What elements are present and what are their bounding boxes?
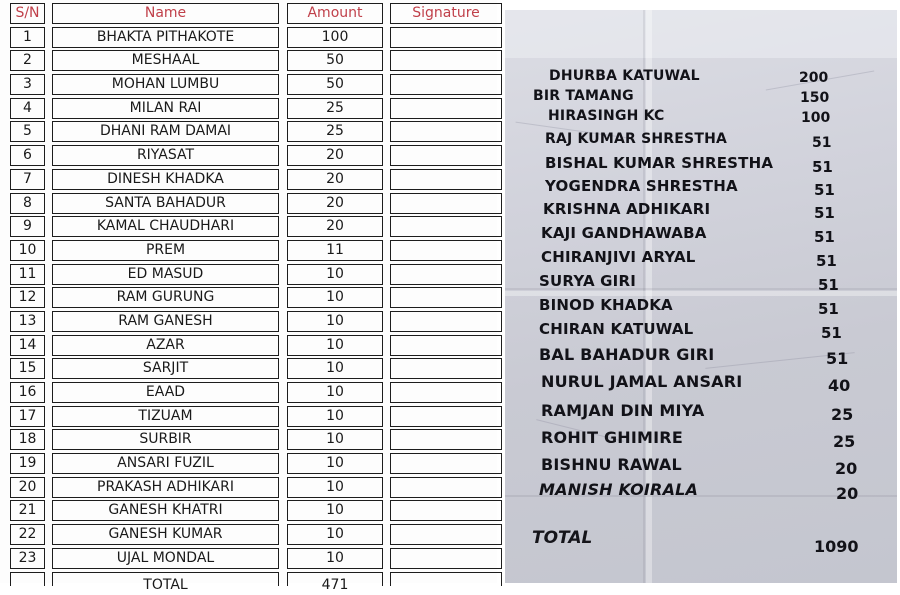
note-entry-amount: 25 <box>831 405 854 424</box>
header-signature: Signature <box>390 3 502 24</box>
note-entry-name: BISHNU RAWAL <box>541 455 682 474</box>
signature-cell <box>390 121 502 142</box>
signature-cell <box>390 406 502 427</box>
header-name: Name <box>52 3 279 24</box>
name-cell: MESHAAL <box>52 50 279 71</box>
amount-cell: 10 <box>287 453 383 474</box>
note-entry-amount: 51 <box>814 204 835 222</box>
note-entry-amount: 40 <box>828 376 851 395</box>
name-cell: GANESH KUMAR <box>52 524 279 545</box>
name-cell: RAM GANESH <box>52 311 279 332</box>
amount-cell: 10 <box>287 429 383 450</box>
name-cell: ANSARI FUZIL <box>52 453 279 474</box>
note-entry-name: SURYA GIRI <box>539 272 636 290</box>
note-total-label: TOTAL <box>532 528 593 548</box>
sn-cell: 9 <box>10 216 45 237</box>
note-entry-amount: 51 <box>826 349 849 368</box>
note-entry-name: RAMJAN DIN MIYA <box>541 401 705 420</box>
sn-cell: 3 <box>10 74 45 95</box>
signature-cell <box>390 240 502 261</box>
note-entry-amount: 100 <box>801 110 831 126</box>
paper-note-photo <box>505 10 897 583</box>
note-entry-name: BISHAL KUMAR SHRESTHA <box>545 154 774 172</box>
note-entry-name: MANISH KOIRALA <box>539 480 699 499</box>
signature-cell <box>390 548 502 569</box>
total-signature-cell <box>390 572 502 586</box>
name-cell: SARJIT <box>52 358 279 379</box>
sn-cell: 5 <box>10 121 45 142</box>
sn-cell: 12 <box>10 287 45 308</box>
note-entry-name: YOGENDRA SHRESTHA <box>545 177 738 195</box>
sn-cell: 7 <box>10 169 45 190</box>
note-entry-name: BINOD KHADKA <box>539 296 673 314</box>
name-cell: UJAL MONDAL <box>52 548 279 569</box>
signature-cell <box>390 429 502 450</box>
note-entry-amount: 51 <box>818 300 839 318</box>
name-cell: PRAKASH ADHIKARI <box>52 477 279 498</box>
note-entry-name: BIR TAMANG <box>533 88 634 104</box>
signature-cell <box>390 524 502 545</box>
name-cell: GANESH KHATRI <box>52 500 279 521</box>
amount-cell: 10 <box>287 287 383 308</box>
sn-cell: 10 <box>10 240 45 261</box>
note-entry-name: CHIRANJIVI ARYAL <box>541 248 696 266</box>
note-entry-amount: 20 <box>836 484 859 503</box>
sn-cell: 2 <box>10 50 45 71</box>
signature-cell <box>390 500 502 521</box>
total-amount-cell-text: 471 <box>321 576 349 593</box>
amount-cell: 10 <box>287 406 383 427</box>
note-entry-amount: 51 <box>814 181 835 199</box>
amount-cell: 10 <box>287 477 383 498</box>
amount-cell: 10 <box>287 335 383 356</box>
name-cell: DHANI RAM DAMAI <box>52 121 279 142</box>
note-entry-name: RAJ KUMAR SHRESTHA <box>545 131 728 147</box>
note-entry-amount: 20 <box>835 459 858 478</box>
signature-cell <box>390 216 502 237</box>
signature-cell <box>390 311 502 332</box>
sn-cell: 23 <box>10 548 45 569</box>
note-entry-amount: 51 <box>814 228 835 246</box>
sn-cell: 19 <box>10 453 45 474</box>
sn-cell: 4 <box>10 98 45 119</box>
note-entry-amount: 51 <box>812 158 833 176</box>
signature-cell <box>390 358 502 379</box>
total-sn-cell <box>10 572 45 586</box>
amount-cell: 11 <box>287 240 383 261</box>
name-cell: SURBIR <box>52 429 279 450</box>
sn-cell: 18 <box>10 429 45 450</box>
amount-cell: 10 <box>287 524 383 545</box>
name-cell: TIZUAM <box>52 406 279 427</box>
note-entry-amount: 25 <box>833 432 856 451</box>
amount-cell: 10 <box>287 311 383 332</box>
signature-cell <box>390 98 502 119</box>
sn-cell: 22 <box>10 524 45 545</box>
name-cell: KAMAL CHAUDHARI <box>52 216 279 237</box>
signature-cell <box>390 477 502 498</box>
name-cell: AZAR <box>52 335 279 356</box>
note-entry-name: BAL BAHADUR GIRI <box>539 345 715 364</box>
signature-cell <box>390 27 502 48</box>
signature-cell <box>390 453 502 474</box>
signature-cell <box>390 287 502 308</box>
amount-cell: 25 <box>287 121 383 142</box>
note-entry-amount: 200 <box>799 70 829 86</box>
name-cell: MILAN RAI <box>52 98 279 119</box>
note-entry-amount: 51 <box>816 252 837 270</box>
name-cell: MOHAN LUMBU <box>52 74 279 95</box>
sn-cell: 6 <box>10 145 45 166</box>
header-amount: Amount <box>287 3 383 24</box>
name-cell: RIYASAT <box>52 145 279 166</box>
note-entry-name: HIRASINGH KC <box>548 108 665 124</box>
name-cell: DINESH KHADKA <box>52 169 279 190</box>
signature-cell <box>390 169 502 190</box>
amount-cell: 100 <box>287 27 383 48</box>
amount-cell: 50 <box>287 50 383 71</box>
signature-cell <box>390 382 502 403</box>
note-entry-amount: 51 <box>812 135 832 151</box>
sn-cell: 14 <box>10 335 45 356</box>
sn-cell: 21 <box>10 500 45 521</box>
name-cell: EAAD <box>52 382 279 403</box>
total-label-cell-text: TOTAL <box>143 576 188 593</box>
total-amount-cell <box>287 572 383 593</box>
signature-cell <box>390 335 502 356</box>
sn-cell: 1 <box>10 27 45 48</box>
sn-cell: 15 <box>10 358 45 379</box>
note-entry-name: NURUL JAMAL ANSARI <box>541 372 743 391</box>
amount-cell: 20 <box>287 169 383 190</box>
note-entry-name: KRISHNA ADHIKARI <box>543 200 711 218</box>
amount-cell: 10 <box>287 264 383 285</box>
header-sn: S/N <box>10 3 45 24</box>
note-entry-name: KAJI GANDHAWABA <box>541 224 707 242</box>
signature-cell <box>390 193 502 214</box>
amount-cell: 20 <box>287 193 383 214</box>
sn-cell: 8 <box>10 193 45 214</box>
sn-cell: 11 <box>10 264 45 285</box>
amount-cell: 20 <box>287 216 383 237</box>
sn-cell: 13 <box>10 311 45 332</box>
note-entry-name: CHIRAN KATUWAL <box>539 320 694 338</box>
sn-cell: 17 <box>10 406 45 427</box>
note-entry-name: ROHIT GHIMIRE <box>541 428 683 447</box>
amount-cell: 10 <box>287 548 383 569</box>
sn-cell: 16 <box>10 382 45 403</box>
amount-cell: 10 <box>287 500 383 521</box>
total-label-cell <box>52 572 279 593</box>
note-entry-amount: 51 <box>818 276 839 294</box>
signature-cell <box>390 74 502 95</box>
name-cell: RAM GURUNG <box>52 287 279 308</box>
note-entry-amount: 51 <box>821 324 842 342</box>
name-cell: SANTA BAHADUR <box>52 193 279 214</box>
note-entry-amount: 150 <box>800 90 830 106</box>
note-total-amount: 1090 <box>814 537 859 556</box>
name-cell: ED MASUD <box>52 264 279 285</box>
signature-cell <box>390 145 502 166</box>
name-cell: BHAKTA PITHAKOTE <box>52 27 279 48</box>
signature-cell <box>390 264 502 285</box>
signature-cell <box>390 50 502 71</box>
sn-cell: 20 <box>10 477 45 498</box>
note-entry-name: DHURBA KATUWAL <box>549 68 700 84</box>
amount-cell: 25 <box>287 98 383 119</box>
amount-cell: 10 <box>287 358 383 379</box>
amount-cell: 20 <box>287 145 383 166</box>
name-cell: PREM <box>52 240 279 261</box>
amount-cell: 10 <box>287 382 383 403</box>
amount-cell: 50 <box>287 74 383 95</box>
